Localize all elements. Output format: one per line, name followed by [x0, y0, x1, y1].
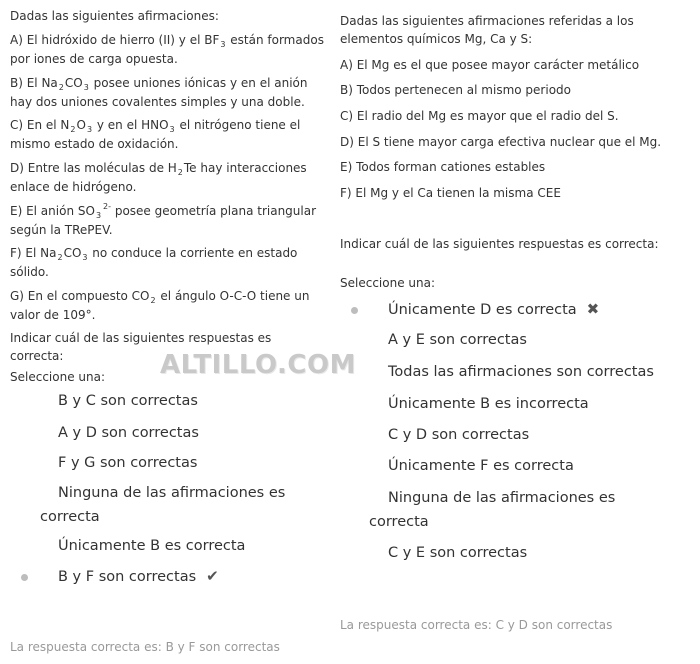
- correct-answer-feedback: La respuesta correcta es: C y D son correctas: [340, 618, 613, 632]
- statement-a: A) El hidróxido de hierro (II) y el $BF_3$ están formados por iones de carga opuesta.: [10, 33, 324, 66]
- select-label: Seleccione una:: [340, 276, 435, 290]
- answer-option[interactable]: Únicamente B es incorrecta: [388, 396, 589, 412]
- statement: B) Todos pertenecen al mismo periodo: [340, 83, 571, 97]
- answer-option-selected[interactable]: [388, 297, 599, 322]
- answer-option[interactable]: A y D son correctas: [58, 425, 199, 441]
- answer-option[interactable]: B y C son correctas: [58, 393, 198, 409]
- statement: A) El Mg es el que posee mayor carácter metálico: [340, 58, 640, 72]
- answer-option[interactable]: Ninguna de las afirmaciones es correcta: [40, 485, 286, 525]
- watermark: ALTILLO.COM: [160, 350, 356, 380]
- statement: E) Todos forman cationes estables: [340, 160, 546, 174]
- select-label: Seleccione una:: [10, 370, 105, 384]
- question-intro: Dadas las siguientes afirmaciones referidas a los elementos químicos Mg, Ca y S:: [340, 14, 634, 46]
- question-intro: Dadas las siguientes afirmaciones:: [10, 9, 219, 23]
- statement-b: B) El $Na_2CO_3$ posee uniones iónicas y en el anión hay dos uniones covalentes simples y una doble.: [10, 76, 308, 109]
- answer-option-selected[interactable]: [58, 564, 219, 589]
- radio-selected-icon[interactable]: [351, 307, 358, 314]
- question-prompt: Indicar cuál de las siguientes respuestas es correcta:: [340, 237, 659, 251]
- question-prompt: Indicar cuál de las siguientes respuestas es correcta:: [10, 331, 272, 363]
- cross-icon: ✖: [586, 300, 600, 318]
- answer-option[interactable]: Todas las afirmaciones son correctas: [388, 364, 654, 380]
- answer-option[interactable]: A y E son correctas: [388, 332, 527, 348]
- answer-option[interactable]: F y G son correctas: [58, 455, 198, 471]
- statement-g: G) En el compuesto $CO_2$ el ángulo O-C-O tiene un valor de 109°.: [10, 289, 310, 322]
- answer-option[interactable]: Únicamente F es correcta: [388, 458, 574, 474]
- statement-c: C) En el $N_2O_3$ y en el $HNO_3$ el nitrógeno tiene el mismo estado de oxidación.: [10, 118, 301, 151]
- answer-option-label: B y F son correctas: [58, 569, 197, 585]
- statement-e: E) El anión $SO_3^{2-}$ posee geometría plana triangular según la TRePEV.: [10, 202, 317, 237]
- statement: D) El S tiene mayor carga efectiva nuclear que el Mg.: [340, 135, 662, 149]
- answer-option[interactable]: C y E son correctas: [388, 545, 528, 561]
- answer-option[interactable]: Ninguna de las afirmaciones es correcta: [369, 490, 616, 530]
- correct-answer-feedback: La respuesta correcta es: B y F son correctas: [10, 640, 280, 654]
- statement-f: F) El $Na_2CO_3$ no conduce la corriente en estado sólido.: [10, 246, 298, 279]
- answer-option-label: Únicamente D es correcta: [388, 302, 577, 318]
- answer-option[interactable]: C y D son correctas: [388, 427, 530, 443]
- answer-option[interactable]: Únicamente B es correcta: [58, 538, 246, 554]
- statement-d: D) Entre las moléculas de $H_2Te$ hay interacciones enlace de hidrógeno.: [10, 161, 307, 194]
- check-icon: ✔: [206, 567, 219, 585]
- radio-selected-icon[interactable]: [21, 574, 28, 581]
- statement: C) El radio del Mg es mayor que el radio del S.: [340, 109, 619, 123]
- statement: F) El Mg y el Ca tienen la misma CEE: [340, 186, 561, 200]
